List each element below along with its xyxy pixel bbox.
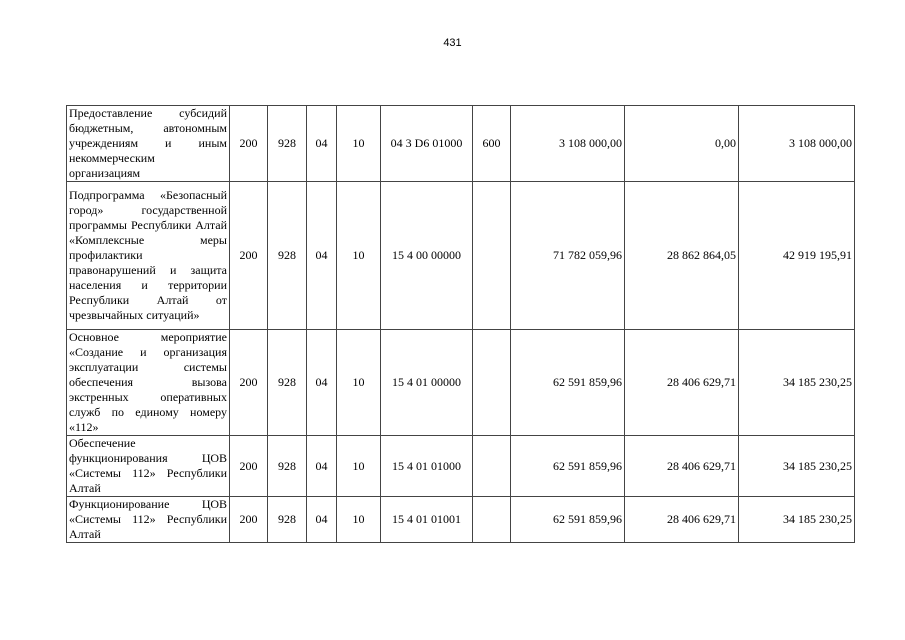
page-number: 431 — [443, 37, 462, 49]
amount-2: 28 862 864,05 — [625, 182, 739, 330]
table-row — [67, 106, 855, 182]
target-article-code: 15 4 01 00000 — [381, 330, 473, 436]
amount-3: 34 185 230,25 — [739, 330, 855, 436]
ppp-code: 200 — [230, 182, 268, 330]
expense-type-code: 600 — [473, 106, 511, 182]
grbs-code: 928 — [268, 436, 307, 497]
section-code: 04 — [307, 182, 337, 330]
grbs-code: 928 — [268, 182, 307, 330]
amount-2: 0,00 — [625, 106, 739, 182]
amount-3: 3 108 000,00 — [739, 106, 855, 182]
expense-type-code — [473, 330, 511, 436]
expense-type-code — [473, 182, 511, 330]
amount-1: 71 782 059,96 — [511, 182, 625, 330]
amount-2: 28 406 629,71 — [625, 497, 739, 543]
ppp-code: 200 — [230, 330, 268, 436]
table-row — [67, 497, 855, 543]
section-code: 04 — [307, 436, 337, 497]
row-name: Функционирование ЦОВ «Системы 112» Республики Алтай — [67, 497, 230, 543]
row-name: Подпрограмма «Безопасный город» государственной программы Республики Алтай «Комплексные меры профилактики правонарушений и защита населения и территории Республики Алтай от чрезвычайных ситуаций» — [67, 182, 230, 330]
grbs-code: 928 — [268, 497, 307, 543]
subsection-code: 10 — [337, 436, 381, 497]
amount-2: 28 406 629,71 — [625, 330, 739, 436]
target-article-code: 15 4 01 01000 — [381, 436, 473, 497]
section-code: 04 — [307, 330, 337, 436]
target-article-code: 15 4 00 00000 — [381, 182, 473, 330]
amount-1: 3 108 000,00 — [511, 106, 625, 182]
expense-type-code — [473, 497, 511, 543]
target-article-code: 04 3 D6 01000 — [381, 106, 473, 182]
table-row — [67, 330, 855, 436]
budget-table — [66, 105, 855, 543]
table-row — [67, 436, 855, 497]
expense-type-code — [473, 436, 511, 497]
row-name: Предоставление субсидий бюджетным, автономным учреждениям и иным некоммерческим организациям — [67, 106, 230, 182]
amount-1: 62 591 859,96 — [511, 497, 625, 543]
amount-1: 62 591 859,96 — [511, 436, 625, 497]
grbs-code: 928 — [268, 330, 307, 436]
subsection-code: 10 — [337, 182, 381, 330]
amount-3: 34 185 230,25 — [739, 497, 855, 543]
ppp-code: 200 — [230, 106, 268, 182]
amount-3: 34 185 230,25 — [739, 436, 855, 497]
section-code: 04 — [307, 106, 337, 182]
amount-1: 62 591 859,96 — [511, 330, 625, 436]
subsection-code: 10 — [337, 497, 381, 543]
subsection-code: 10 — [337, 330, 381, 436]
target-article-code: 15 4 01 01001 — [381, 497, 473, 543]
row-name: Обеспечение функционирования ЦОВ «Системы 112» Республики Алтай — [67, 436, 230, 497]
ppp-code: 200 — [230, 436, 268, 497]
amount-3: 42 919 195,91 — [739, 182, 855, 330]
subsection-code: 10 — [337, 106, 381, 182]
table-row — [67, 182, 855, 330]
section-code: 04 — [307, 497, 337, 543]
row-name: Основное мероприятие «Создание и организация эксплуатации системы обеспечения вызова экстренных оперативных служб по единому номеру «112» — [67, 330, 230, 436]
grbs-code: 928 — [268, 106, 307, 182]
ppp-code: 200 — [230, 497, 268, 543]
amount-2: 28 406 629,71 — [625, 436, 739, 497]
